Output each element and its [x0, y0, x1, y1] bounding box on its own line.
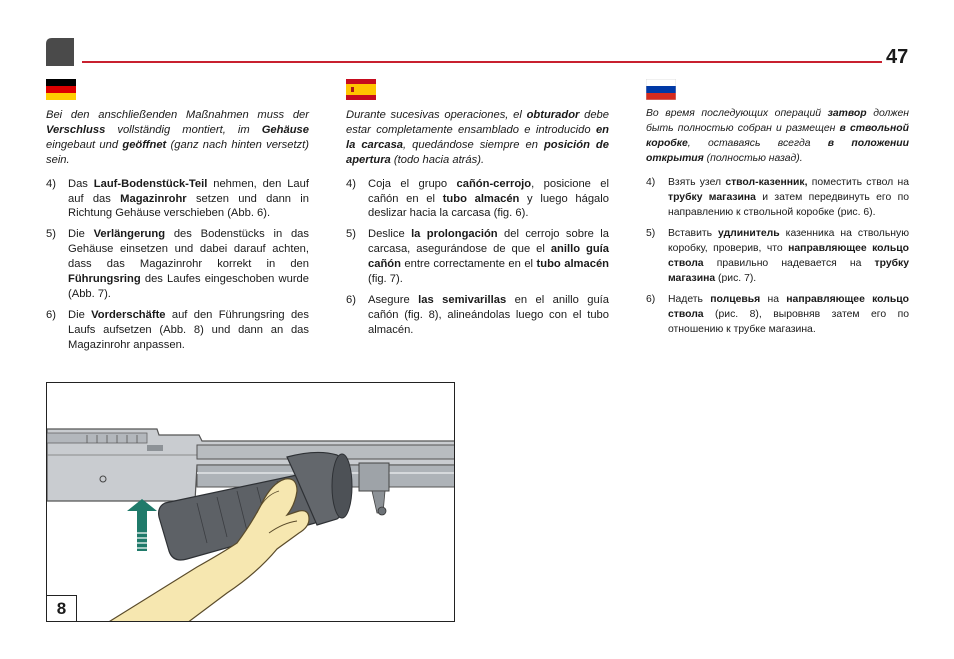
forend-installation-illustration — [47, 383, 455, 622]
figure-8 — [46, 382, 455, 622]
spanish-column — [346, 108, 609, 344]
german-intro: Bei den anschließenden Maßnahmen muss der Verschluss vollständig montiert, im Gehäuse eingebaut und geöffnet (ganz nach hinten versetzt) sein. — [46, 109, 309, 166]
figure-label: 8 — [47, 595, 77, 621]
german-step-5: 5) Die Verlängerung des Bodenstücks in das Gehäuse einsetzen und dabei darauf achten, dass das Magazinrohr korrekt in den Führungsring des Laufes eingeschoben wurde (Abb. 7). — [46, 228, 309, 300]
spanish-step-4: 4) Coja el grupo cañón-cerrojo, posicione el cañón en el tubo almacén y luego hágalo deslizar hacia la carcasa (fig. 6). — [346, 177, 609, 220]
corner-logo-icon — [46, 38, 74, 66]
spanish-step-5: 5) Deslice la prolongación del cerrojo sobre la carcasa, asegurándose de que el anillo guía cañón entre correctamente en el tubo almacén (fig. 7). — [346, 228, 609, 286]
push-direction-arrow-icon — [127, 499, 157, 551]
german-flag-icon — [46, 79, 76, 100]
german-step-4: 4) Das Lauf-Bodenstück-Teil nehmen, den Lauf auf das Magazinrohr setzen und dann in Richtung Gehäuse verschieben (Abb. 6). — [46, 177, 310, 220]
header-rule — [82, 61, 882, 63]
russian-intro: Во время последующих операций затвор должен быть полностью собран и размещен в ствольной коробке, оставаясь всегда в положении открытия (полностью назад). — [646, 108, 910, 164]
russian-column — [646, 106, 909, 343]
german-step-6: 6) Die Vorderschäfte auf den Führungsring des Laufs aufsetzen (Abb. 8) und dann an das Magazinrohr anpassen. — [46, 308, 310, 351]
spanish-intro: Durante sucesivas operaciones, el obturador debe estar completamente ensamblado e introducido en la carcasa, quedándose siempre en posición de apertura (todo hacia atrás). — [346, 109, 609, 166]
russian-step-6: 6) Надеть полцевья на направляющее кольцо ствола (рис. 8), выровняв затем его по отношению к трубке магазина. — [646, 294, 909, 335]
spanish-step-6: 6) Asegure las semivarillas en el anillo guía cañón (fig. 8), alineándolas luego con el tubo almacén. — [346, 293, 610, 336]
german-column — [46, 108, 309, 359]
page-number: 47 — [886, 46, 909, 68]
spanish-flag-icon — [346, 79, 376, 100]
russian-flag-icon — [646, 79, 676, 100]
russian-step-5: 5) Вставить удлинитель казенника на ствольную коробку, проверив, что направляющее кольцо ствола правильно надевается на трубку магазина (рис. 7). — [646, 228, 909, 284]
russian-step-4: 4) Взять узел ствол-казенник, поместить ствол на трубку магазина и затем передвинуть его по направлению к ствольной коробке (рис. 6). — [646, 177, 909, 218]
